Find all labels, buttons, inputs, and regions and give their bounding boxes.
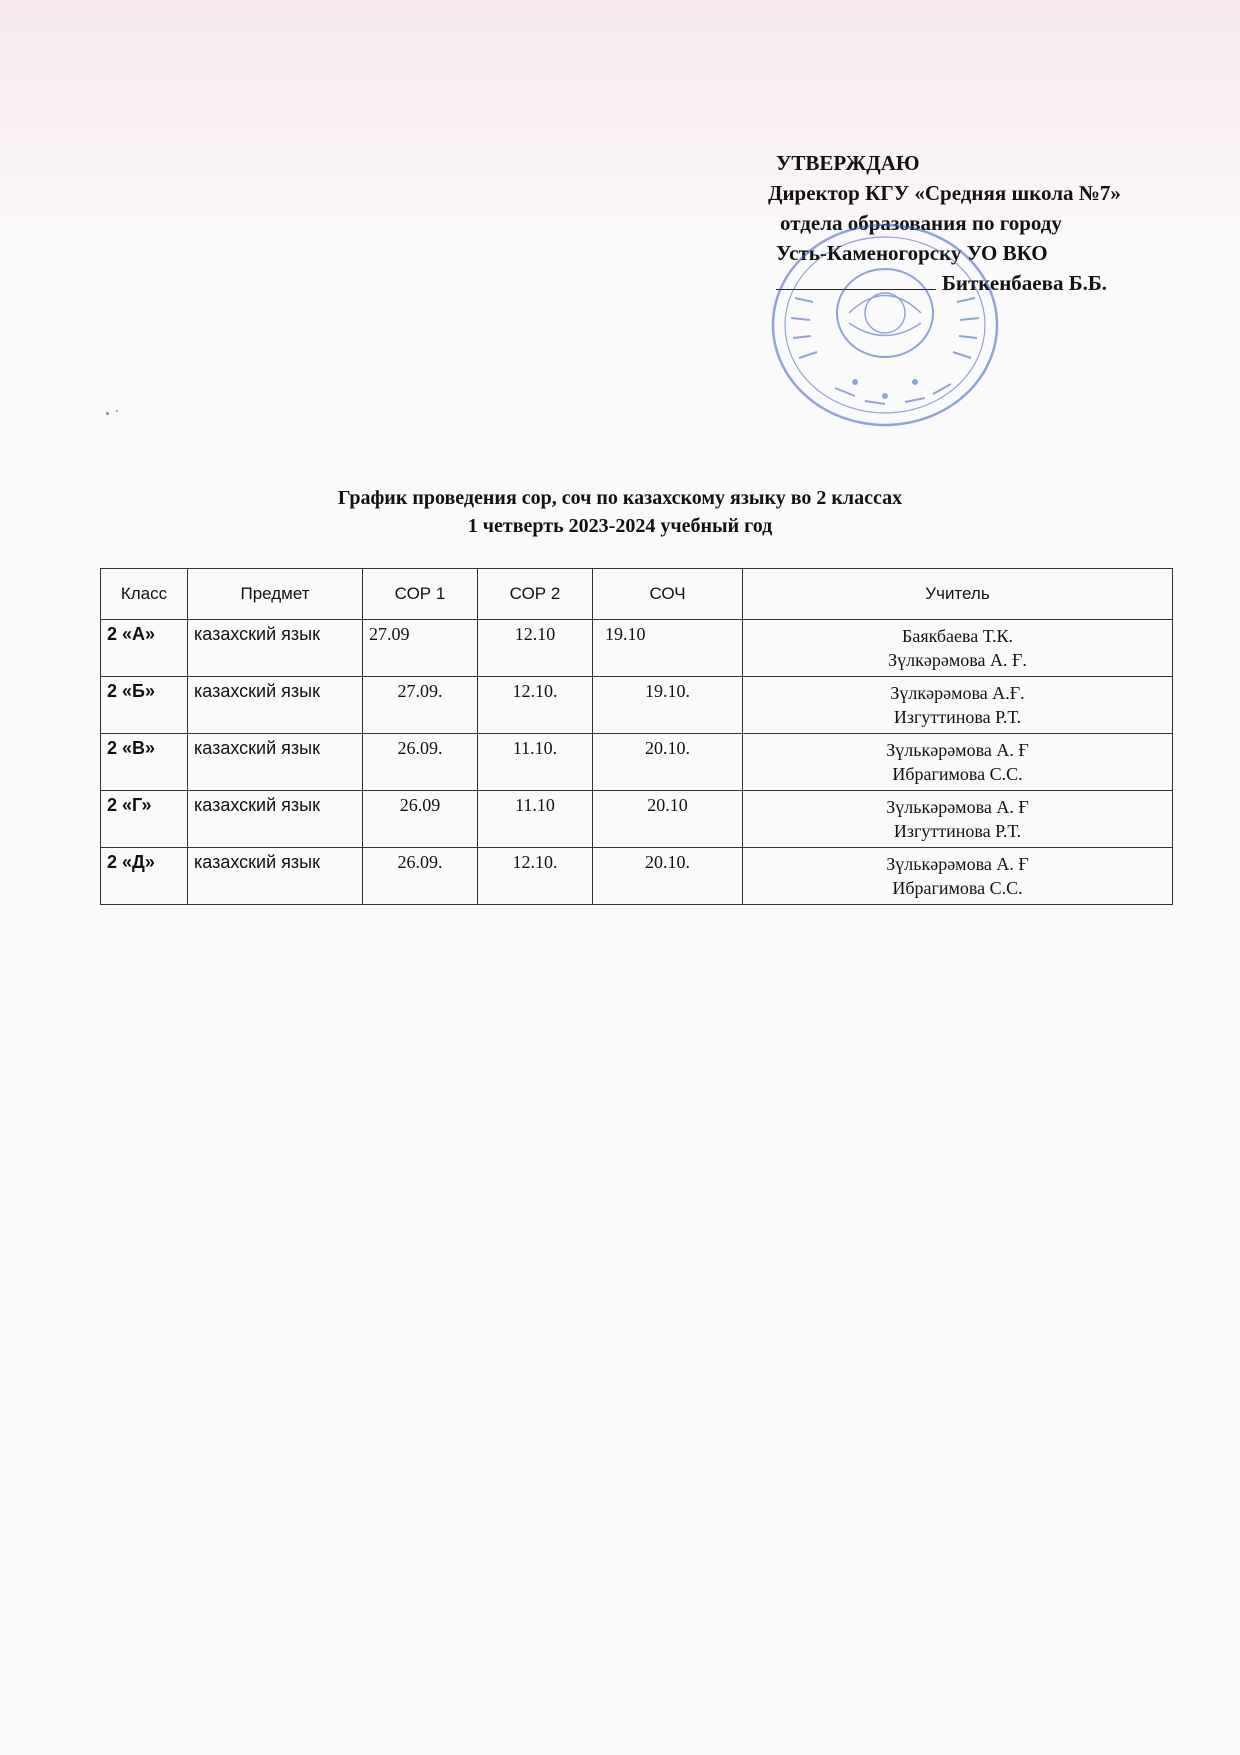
table-row (101, 677, 1173, 734)
cell-sor2: 11.10. (478, 734, 593, 791)
cell-sor2: 12.10. (478, 848, 593, 905)
cell-sor1: 26.09 (363, 791, 478, 848)
cell-sor1: 27.09 (363, 620, 478, 677)
cell-subject: казахский язык (188, 848, 363, 905)
cell-class: 2 «В» (101, 734, 188, 791)
approval-city: Усть-Каменогорску УО ВКО (776, 241, 1048, 265)
cell-subject: казахский язык (188, 620, 363, 677)
cell-sor1: 27.09. (363, 677, 478, 734)
teacher-name-primary: Баякбаева Т.К. (902, 626, 1013, 646)
cell-teacher (743, 677, 1173, 734)
teacher-name-secondary: Изгуттинова Р.Т. (893, 707, 1022, 727)
cell-subject: казахский язык (188, 734, 363, 791)
official-seal (765, 218, 1005, 433)
cell-sor1: 26.09. (363, 848, 478, 905)
teacher-name-primary: Зүлькәрәмова А. Ғ (886, 740, 1029, 760)
teacher-name-secondary: Зүлкәрәмова А. Ғ. (888, 650, 1027, 670)
header-teacher: Учитель (743, 569, 1173, 620)
cell-soch: 19.10. (593, 677, 743, 734)
table-row (101, 620, 1173, 677)
header-soch: СОЧ (593, 569, 743, 620)
table-row (101, 791, 1173, 848)
cell-teacher (743, 734, 1173, 791)
approval-heading: УТВЕРЖДАЮ (776, 151, 920, 175)
cell-sor1: 26.09. (363, 734, 478, 791)
cell-soch: 20.10. (593, 734, 743, 791)
teacher-name-primary: Зүлькәрәмова А. Ғ (886, 797, 1029, 817)
cell-class: 2 «Б» (101, 677, 188, 734)
header-class: Класс (101, 569, 188, 620)
cell-teacher (743, 791, 1173, 848)
table-row (101, 848, 1173, 905)
paper-speck (116, 410, 118, 412)
cell-sor2: 12.10. (478, 677, 593, 734)
cell-teacher (743, 620, 1173, 677)
table-header-row (101, 569, 1173, 620)
teacher-name-primary: Зүлькәрәмова А. Ғ (886, 854, 1029, 874)
approval-position: Директор КГУ «Средняя школа №7» (768, 181, 1121, 205)
teacher-name-secondary: Изгуттинова Р.Т. (893, 821, 1022, 841)
header-subject: Предмет (188, 569, 363, 620)
teacher-name-primary: Зүлкәрәмова А.Ғ. (890, 683, 1025, 703)
cell-class: 2 «А» (101, 620, 188, 677)
schedule-table (100, 568, 1173, 905)
table-row (101, 734, 1173, 791)
document-title-line1: График проведения сор, соч по казахскому языку во 2 классах (337, 487, 903, 509)
header-sor2: СОР 2 (478, 569, 593, 620)
cell-class: 2 «Г» (101, 791, 188, 848)
document-title (0, 484, 1240, 540)
cell-sor2: 12.10 (478, 620, 593, 677)
approval-signatory-name: Биткенбаева Б.Б. (942, 271, 1107, 295)
teacher-name-secondary: Ибрагимова С.С. (892, 764, 1023, 784)
cell-soch: 19.10 (593, 620, 743, 677)
cell-soch: 20.10. (593, 848, 743, 905)
paper-speck (106, 412, 109, 415)
approval-department: отдела образования по городу (780, 211, 1062, 235)
cell-teacher (743, 848, 1173, 905)
cell-subject: казахский язык (188, 791, 363, 848)
document-title-line2: 1 четверть 2023-2024 учебный год (467, 515, 773, 537)
cell-soch: 20.10 (593, 791, 743, 848)
cell-subject: казахский язык (188, 677, 363, 734)
header-sor1: СОР 1 (363, 569, 478, 620)
cell-sor2: 11.10 (478, 791, 593, 848)
teacher-name-secondary: Ибрагимова С.С. (892, 878, 1023, 898)
cell-class: 2 «Д» (101, 848, 188, 905)
